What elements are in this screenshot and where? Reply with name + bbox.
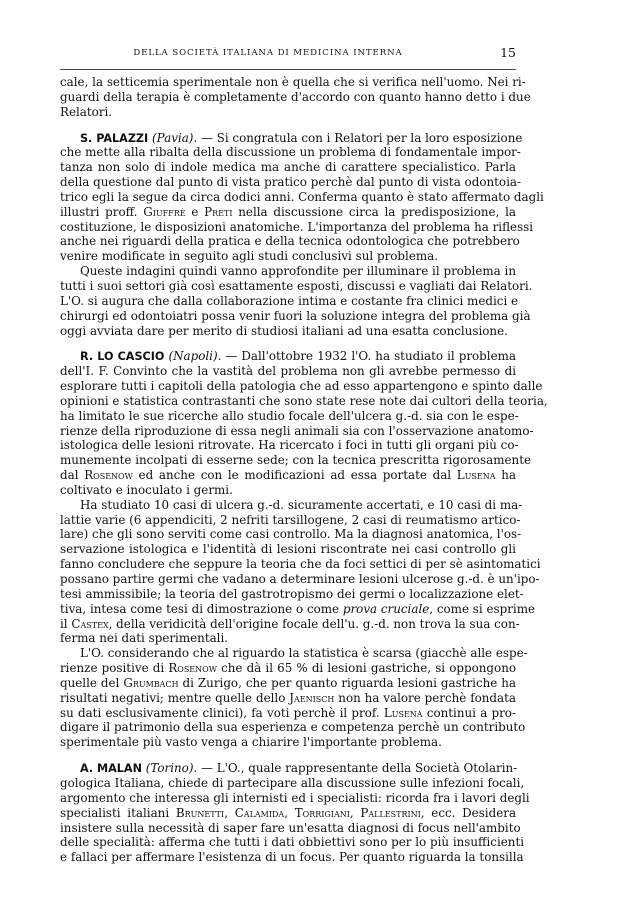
text-line <box>60 205 516 220</box>
text-line: guardi della terapia è completamente d'accordo con quanto hanno detto i due <box>60 89 531 104</box>
text-line <box>60 616 520 632</box>
text-line: della questione dal punto di vista pratico perchè dal punto di vista odontoia- <box>60 175 521 190</box>
text-run: . — L'O., quale rappresentante della Società Otolarin- <box>193 761 518 776</box>
text-run: che dà il 65 % di lesioni gastriche, si oppongono <box>221 661 517 676</box>
text-line: venire modificate in seguito agli studi conclusivi sul problema. <box>60 249 439 264</box>
text-line: L'O. si augura che dalla collaborazione intima e costante fra clinici medici e <box>60 293 519 308</box>
speaker-name: R. LO CASCIO <box>80 350 165 364</box>
page-body <box>60 75 548 865</box>
text-run: , della veridicità dell'origine focale dell'u. g.-d. non trova la sua con- <box>108 616 520 631</box>
text-run: illustri proff. <box>60 204 138 219</box>
text-line: munemente incolpati di esserne sede; con la tecnica prescritta rigorosamente <box>60 453 532 468</box>
text-line: insistere sulla necessità di saper fare un'esatta diagnosi di focus nell'ambito <box>60 820 521 835</box>
running-header <box>60 44 516 66</box>
malan-entry <box>60 761 530 865</box>
text-line: Relatori. <box>60 104 113 119</box>
header-rule <box>60 69 516 70</box>
text-run: nella discussione circa la predisposizione, la <box>238 204 516 219</box>
text-line: chirurgi ed odontoiatri possa venir fuori la soluzione integra del problema già <box>60 308 531 323</box>
running-title: DELLA SOCIETÀ ITALIANA DI MEDICINA INTERNA <box>133 48 403 58</box>
text-line: Queste indagini quindi vanno approfondite per illuminare il problema in <box>80 264 516 279</box>
text-line: L'O. considerando che al riguardo la statistica è scarsa (giacchè alle espe- <box>80 646 528 661</box>
lo-cascio-entry <box>60 349 548 750</box>
text-line: possano partire germi che vadano a determinare lesioni ulcerose g.-d. è un'ipo- <box>60 572 540 586</box>
intro-paragraph <box>60 75 531 120</box>
text-line: costituzione, le disposizioni anatomiche. L'importanza del problema ha riflessi <box>60 219 534 234</box>
text-line <box>60 761 516 776</box>
text-run: dal <box>60 468 79 483</box>
cited-name: Giuffrè <box>143 204 186 219</box>
text-line: ha limitato le sue ricerche allo studio focale dell'ulcera g.-d. sia con le espe- <box>60 408 519 423</box>
cited-name: Rosenow <box>84 468 133 483</box>
text-line: tesi ammissibile; la teoria del gastrotropismo dei germi o localizzazione elet- <box>60 586 524 601</box>
text-run: su dati esclusivamente clinici), fa voti perchè il prof. <box>60 705 380 720</box>
cited-name: Calamida <box>234 805 285 820</box>
text-line: fanno concludere che seppure la teoria che da foci settici di per sè asintomatici <box>60 557 541 572</box>
text-line: cale, la setticemia sperimentale non è quella che si verifica nell'uomo. Nei ri- <box>60 75 526 89</box>
cited-name: Rosenow <box>168 661 217 676</box>
text-line: coltivato e inoculato i germi. <box>60 482 233 497</box>
text-line: ferma nei dati sperimentali. <box>60 631 229 646</box>
cited-name: Castex <box>71 616 109 631</box>
text-run: quelle del <box>60 675 120 690</box>
cited-name: Jaenisch <box>289 690 335 705</box>
cited-name: Preti <box>204 204 233 219</box>
text-line: gologica Italiana, chiede di partecipare alla discussione sulle infezioni focali, <box>60 775 525 790</box>
text-line: e fallaci per affermare l'esistenza di un focus. Per quanto riguarda la tonsilla <box>60 850 524 865</box>
emphasis: prova cruciale <box>342 601 430 616</box>
text-run: ed anche con le modificazioni ad essa portate dal <box>138 468 452 483</box>
text-line: opinioni e statistica contrastanti che sono state rese note dai cultori della teoria, <box>60 393 548 408</box>
speaker-name: S. PALAZZI <box>80 131 149 145</box>
text-line: lattie varie (6 appendiciti, 2 nefriti tarsillogene, 2 casi di reumatismo artico- <box>60 512 521 527</box>
text-line: dell'I. F. Convinto che la vastità del problema non gli avrebbe permesso di <box>60 364 516 379</box>
cited-name: Lusena <box>383 705 423 720</box>
text-run: , ecc. Desidera <box>420 805 517 820</box>
text-run: tiva, intesa come tesi di dimostrazione o come <box>60 601 340 616</box>
text-line: che mette alla ribalta della discussione un problema di fondamentale impor- <box>60 145 521 160</box>
text-line: argomento che interessa gli internisti ed i specialisti: ricorda fra i lavori degli <box>60 790 530 805</box>
text-line: istologica delle lesioni ritrovate. Ha ricercato i foci in tutti gli organi più co- <box>60 438 519 453</box>
text-run: rienze positive di <box>60 661 165 676</box>
text-line <box>60 661 516 676</box>
cited-name: Torrigiani <box>294 805 350 820</box>
text-run: di Zurigo, che per quanto riguarda lesioni gastriche ha <box>182 675 517 690</box>
text-run: continui a pro- <box>426 705 516 720</box>
text-line <box>60 130 523 146</box>
text-run: non ha valore perchè fondata <box>338 690 517 705</box>
palazzi-entry <box>60 130 544 339</box>
text-run: specialisti italiani <box>60 805 170 820</box>
text-run: risultati negativi; mentre quelle dello <box>60 690 286 705</box>
cited-name: Brunetti <box>175 805 225 820</box>
text-line: rienze della riproduzione di essa negli animali sia con l'osservazione anatomo- <box>60 423 534 438</box>
text-line: delle specialità: afferma che tutti i dati obbiettivi sono per lo più insufficienti <box>60 835 525 850</box>
text-line: esplorare tutti i capitoli della patologia che ad esso appartengono e spinto dalle <box>60 379 543 394</box>
text-line: specialisti italiani Brunetti, Calamida, Torrigiani, Pallestrini, ecc. Desidera <box>60 805 517 820</box>
text-run: il <box>60 616 68 631</box>
text-run: e <box>191 204 199 219</box>
text-run: ha <box>501 468 516 483</box>
cited-name: Grumbach <box>123 675 179 690</box>
text-line <box>60 601 536 617</box>
text-line: lare) che gli sono serviti come casi controllo. Ma la diagnosi anatomica, l'os- <box>60 527 522 542</box>
text-line <box>60 691 516 706</box>
text-line: trico egli la segue da circa dodici anni. Conferma quanto è stato affermato dagli <box>60 189 544 204</box>
cited-name: Lusena <box>456 468 496 483</box>
text-line: Ha studiato 10 casi di ulcera g.-d. sicuramente accertati, e 10 casi di ma- <box>80 497 523 512</box>
speaker-city: (Torino) <box>145 761 194 776</box>
text-line <box>60 706 516 721</box>
cited-name: Pallestrini <box>360 805 421 820</box>
page-number: 15 <box>500 45 516 60</box>
speaker-city: (Napoli) <box>168 349 218 364</box>
text-line <box>60 468 516 483</box>
text-line <box>60 676 516 691</box>
text-line: tanza non solo di indole medica ma anche di carattere specialistico. Parla <box>60 160 516 175</box>
text-line: oggi avviata dare per merito di studiosi italiani ad una esatta conclusione. <box>60 323 508 338</box>
text-line: sperimentale più vasto venga a chiarire l'importante problema. <box>60 735 442 750</box>
text-run: . — Dall'ottobre 1932 l'O. ha studiato il problema <box>217 349 516 364</box>
text-line: tutti i suoi settori già così esattamente esposti, discussi e vagliati dai Relatori. <box>60 278 533 293</box>
text-line <box>60 349 516 364</box>
speaker-name: A. MALAN <box>80 762 142 776</box>
text-line: servazione istologica e l'identità di lesioni riscontrate nei casi controllo gli <box>60 542 516 557</box>
text-line: digare il patrimonio della sua esperienza e competenza perchè un contributo <box>60 720 526 735</box>
speaker-city: (Pavia) <box>152 130 194 145</box>
text-run: . — Si congratula con i Relatori per la loro esposizione <box>193 130 523 145</box>
text-run: , come si esprime <box>429 601 536 616</box>
text-line: anche nei riguardi della pratica e della tecnica odontologica che potrebbero <box>60 234 520 249</box>
